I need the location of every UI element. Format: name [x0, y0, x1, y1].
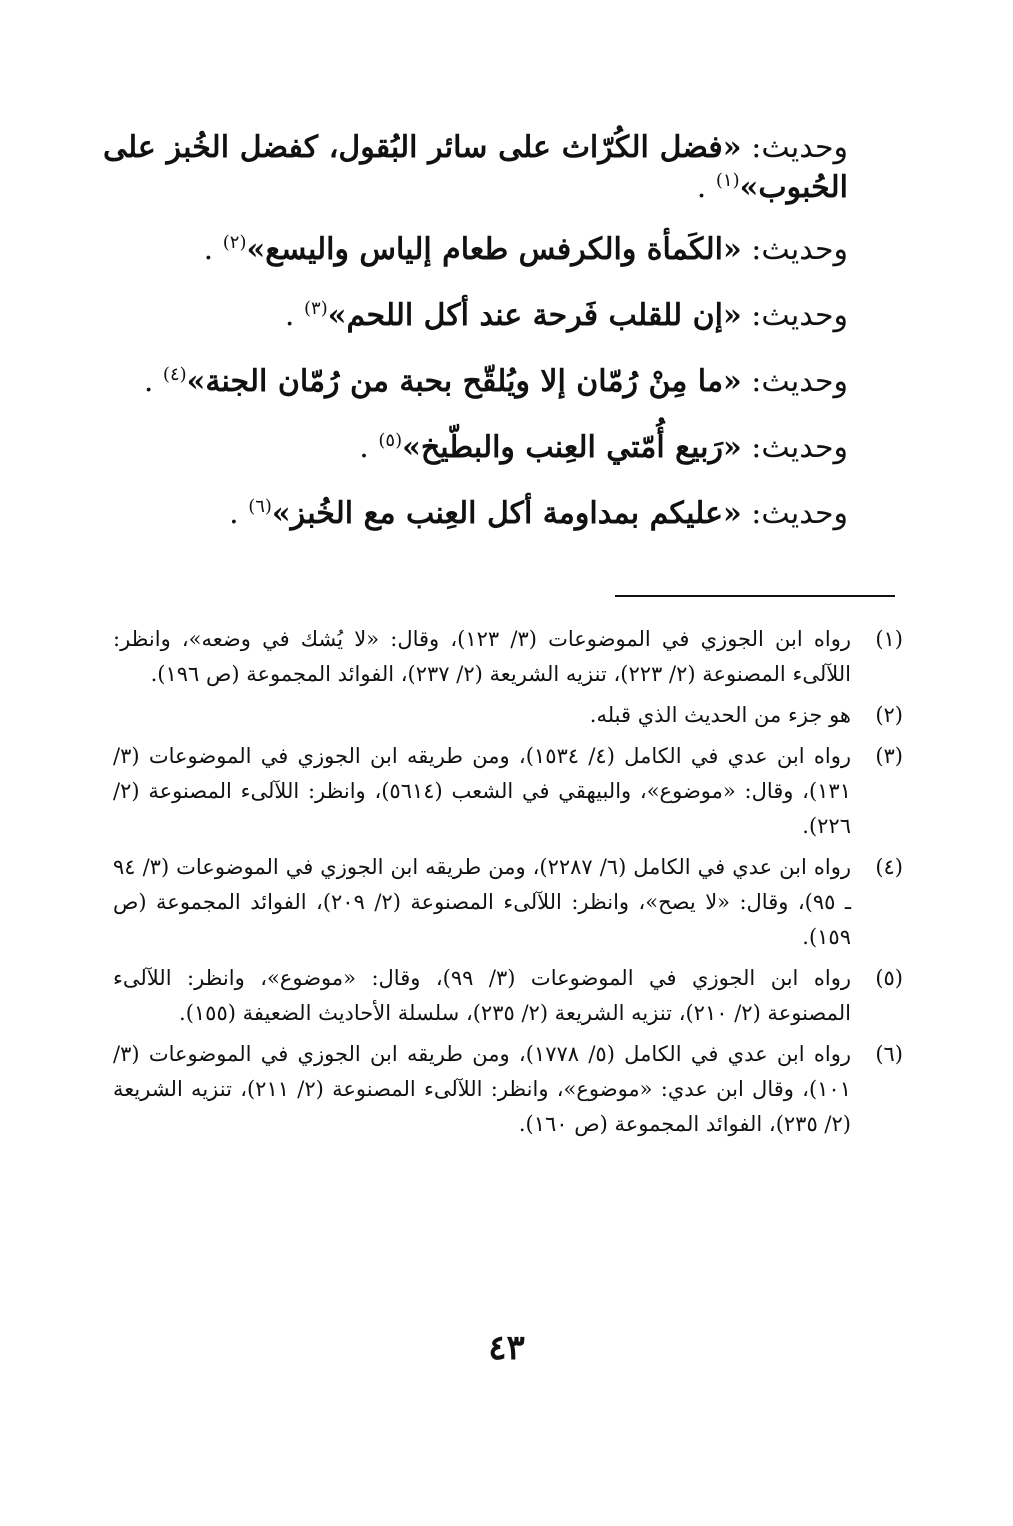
footnote-ref: (٤) — [162, 364, 187, 385]
page-number: ٤٣ — [488, 1328, 525, 1368]
footnote-item — [113, 961, 903, 1031]
footnote-ref: (٦) — [248, 496, 272, 517]
hadith-text: «إن للقلب فَرحة عند أكل اللحم» — [327, 298, 742, 333]
footnote-item — [113, 698, 903, 733]
footnote-item — [113, 850, 903, 955]
hadith-lead: وحديث: — [741, 364, 848, 399]
hadith-text: «فضل الكُرّاث على سائر البُقول، كفضل الخُبز على الحُبوب» — [103, 130, 848, 205]
hadith-text: «رَبيع أُمّتي العِنب والبطّيخ» — [402, 430, 742, 465]
hadith-item — [103, 362, 848, 402]
footnote-item — [113, 739, 903, 844]
hadith-item — [103, 296, 848, 336]
footnote-ref: (٥) — [378, 430, 403, 451]
footnote-ref: (٢) — [222, 232, 247, 253]
footnote-number: (٤) — [875, 855, 903, 879]
hadith-text: «ما مِنْ رُمّان إلا ويُلقّح بحبة من رُمّان الجنة» — [186, 364, 742, 399]
footnotes — [113, 622, 903, 1148]
hadith-text: «الكَمأة والكرفس طعام إلياس واليسع» — [246, 232, 742, 267]
footnote-ref: (١) — [715, 170, 740, 191]
hadith-lead: وحديث: — [741, 430, 848, 465]
footnote-number: (٥) — [875, 966, 903, 990]
hadith-end: . — [229, 496, 239, 531]
hadith-item — [103, 230, 848, 270]
hadith-end: . — [359, 430, 369, 465]
footnote-text: رواه ابن عدي في الكامل (٥/ ١٧٧٨)، ومن طريقه ابن الجوزي في الموضوعات (٣/ ١٠١)، وقال ابن عدي: «موضوع»، وانظر: اللآلىء المصنوعة (٢/ ٢١١)، تنزيه الشريعة (٢/ ٢٣٥)، الفوائد المجموعة (ص ١٦٠). — [113, 1042, 851, 1136]
hadith-lead: وحديث: — [741, 232, 848, 267]
footnote-text: رواه ابن عدي في الكامل (٤/ ١٥٣٤)، ومن طريقه ابن الجوزي في الموضوعات (٣/ ١٣١)، وقال: «موضوع»، والبيهقي في الشعب (٥٦١٤)، وانظر: اللآلىء المصنوعة (٢/ ٢٢٦). — [113, 744, 851, 838]
hadith-end: . — [284, 298, 295, 333]
hadith-list — [103, 128, 848, 560]
hadith-end: . — [143, 364, 154, 399]
footnote-item — [113, 1037, 903, 1142]
footnote-number: (٦) — [875, 1042, 903, 1066]
hadith-text: «عليكم بمداومة أكل العِنب مع الخُبز» — [271, 496, 742, 531]
footnote-text: رواه ابن عدي في الكامل (٦/ ٢٢٨٧)، ومن طريقه ابن الجوزي في الموضوعات (٣/ ٩٤ ـ ٩٥)، وقال: «لا يصح»، وانظر: اللآلىء المصنوعة (٢/ ٢٠٩)، الفوائد المجموعة (ص ١٥٩). — [113, 855, 851, 949]
footnote-number: (٣) — [875, 744, 903, 768]
footnote-separator — [615, 595, 895, 597]
footnote-ref: (٣) — [304, 298, 328, 319]
footnote-text: رواه ابن الجوزي في الموضوعات (٣/ ٩٩)، وقال: «موضوع»، وانظر: اللآلىء المصنوعة (٢/ ٢١٠)، تنزيه الشريعة (٢/ ٢٣٥)، سلسلة الأحاديث الضعيفة (١٥٥). — [113, 966, 851, 1025]
footnote-text: رواه ابن الجوزي في الموضوعات (٣/ ١٢٣)، وقال: «لا يُشك في وضعه»، وانظر: اللآلىء المصنوعة (٢/ ٢٢٣)، تنزيه الشريعة (٢/ ٢٣٧)، الفوائد المجموعة (ص ١٩٦). — [113, 627, 851, 686]
footnote-item — [113, 622, 903, 692]
hadith-lead: وحديث: — [741, 130, 848, 165]
hadith-end: . — [696, 170, 707, 205]
hadith-lead: وحديث: — [741, 496, 848, 531]
hadith-end: . — [203, 232, 214, 267]
hadith-item — [103, 494, 848, 534]
hadith-item — [103, 128, 848, 208]
hadith-item — [103, 428, 848, 468]
hadith-lead: وحديث: — [741, 298, 848, 333]
footnote-number: (١) — [875, 627, 903, 651]
footnote-number: (٢) — [875, 703, 903, 727]
footnote-text: هو جزء من الحديث الذي قبله. — [589, 703, 851, 727]
